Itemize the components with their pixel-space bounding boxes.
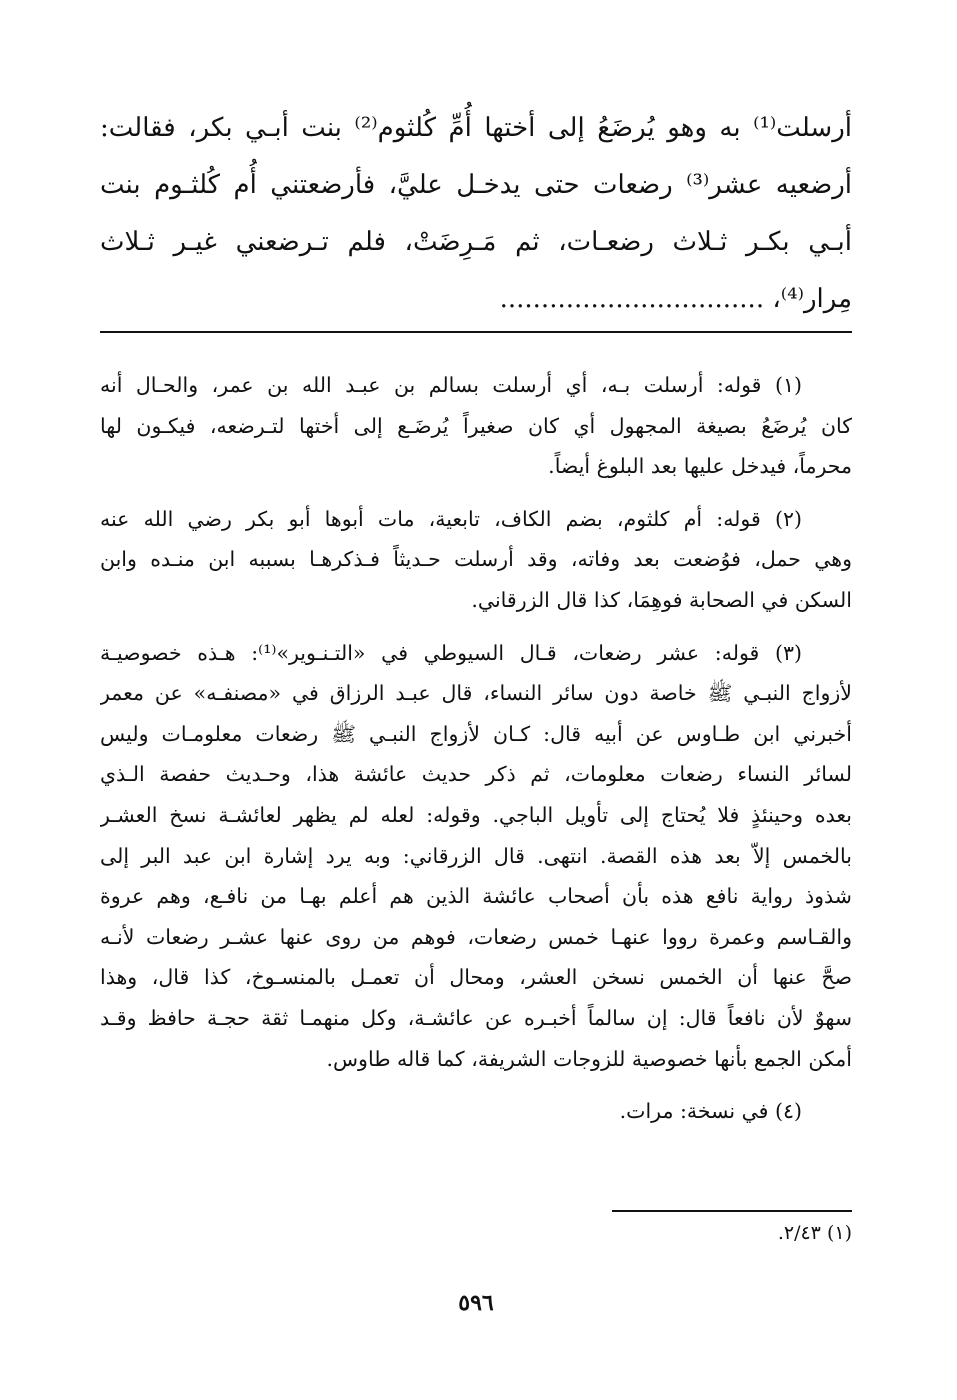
footnotes (100, 365, 852, 1144)
footnote-line: أخبرني ابن طـاوس عن أبيه قال: كـان لأزواج النبـي ﷺ رضعات معلومـات وليس (100, 721, 852, 746)
footnote-line: محرماً، فيدخل عليها بعد البلوغ أيضاً. (548, 454, 852, 479)
footnote-separator (100, 331, 852, 333)
main-text-line: أرسلت⁽¹⁾ به وهو يُرضَعُ إلى أختها أُمِّ كُلثوم⁽²⁾ بنت أبـي بكر، فقالت: (100, 113, 852, 143)
footnote-line: (٣) قوله: عشر رضعات، قـال السيوطي في «التـنـوير»⁽¹⁾: هـذه خصوصيـة (100, 640, 802, 665)
footnote-line: بالخمس إلاّ بعد هذه القصة. انتهى. قال الزرقاني: وبه يرد إشارة ابن عبد البر إلى (100, 843, 852, 868)
footnote-1 (100, 365, 852, 487)
footnote-2 (100, 499, 852, 621)
footnote-line: والقـاسم وعمرة رووا عنهـا خمس رضعات، فوهم من روى عنها عشـر رضعات لأنـه (100, 924, 852, 949)
main-text-line-end: مِرار⁽⁴⁾، (772, 284, 852, 314)
footnote-3 (100, 633, 852, 1080)
footnote-line: سهوٌ لأن نافعاً قال: إن سالماً أخبـره عن عائشـة، وكل منهمـا ثقة حجـة حافظ وقـد (100, 1005, 852, 1030)
footnote-line: صحَّ عنها أن الخمس نسخن العشر، ومحال أن تعمـل بالمنسـوخ، كذا قال، وهذا (100, 965, 852, 990)
main-text-line (100, 271, 852, 328)
continuation-dots: ................................ (499, 284, 765, 314)
document-page (100, 0, 852, 1400)
subnote-separator (612, 1210, 852, 1212)
footnote-line: لسائر النساء رضعات معلومات، ثم ذكر حديث عائشة هذا، وحـديث حفصة الـذي (100, 762, 852, 787)
page-number: ٥٩٦ (458, 1290, 494, 1316)
main-text-line: أرضعيه عشر⁽³⁾ رضعات حتى يدخـل عليَّ، فأرضعتني أُم كُلثـوم بنت (100, 170, 852, 200)
footnote-line: (١) قوله: أرسلت بـه، أي أرسلت بسالم بن عبـد الله بن عمر، والحـال أنه (100, 373, 802, 397)
footnote-line: بعده وحينئذٍ فلا يُحتاج إلى تأويل الباجي. وقوله: لعله لم يظهر لعائشـة نسخ العشـر (100, 802, 852, 827)
footnote-line: لأزواج النبـي ﷺ خاصة دون سائر النساء، قال عبـد الرزاق في «مصنفـه» عن معمر (100, 681, 852, 706)
footnote-line: (٤) في نسخة: مرات. (619, 1099, 802, 1124)
main-text (100, 100, 852, 328)
main-text-line: أبـي بكـر ثـلاث رضعـات، ثم مَـرِضَتْ، فلم تـرضعني غيـر ثـلاث (100, 227, 852, 257)
footnote-line: أمكن الجمع بأنها خصوصية للزوجات الشريفة، كما قاله طاوس. (326, 1046, 852, 1071)
footnote-line: كان يُرضَعُ بصيغة المجهول أي كان صغيراً يُرضَـع إلى أختها لتـرضعه، فيكـون لها (100, 413, 852, 438)
footnote-line: شذوذ رواية نافع هذه بأن أصحاب عائشة الذين هم أعلم بهـا من نافـع، وهم عروة (100, 884, 852, 909)
footnote-4 (100, 1091, 852, 1132)
footnote-line: (٢) قوله: أم كلثوم، بضم الكاف، تابعية، مات أبوها أبو بكر رضي الله عنه (100, 506, 802, 531)
subnote: (١) ٢/٤٣. (777, 1222, 852, 1244)
footnote-line: السكن في الصحابة فوهِمَا، كذا قال الزرقاني. (471, 587, 852, 612)
footnote-line: وهي حمل، فوُضعت بعد وفاته، وقد أرسلت حـديثاً فـذكرهـا بسببه ابن منـده وابن (100, 547, 852, 572)
